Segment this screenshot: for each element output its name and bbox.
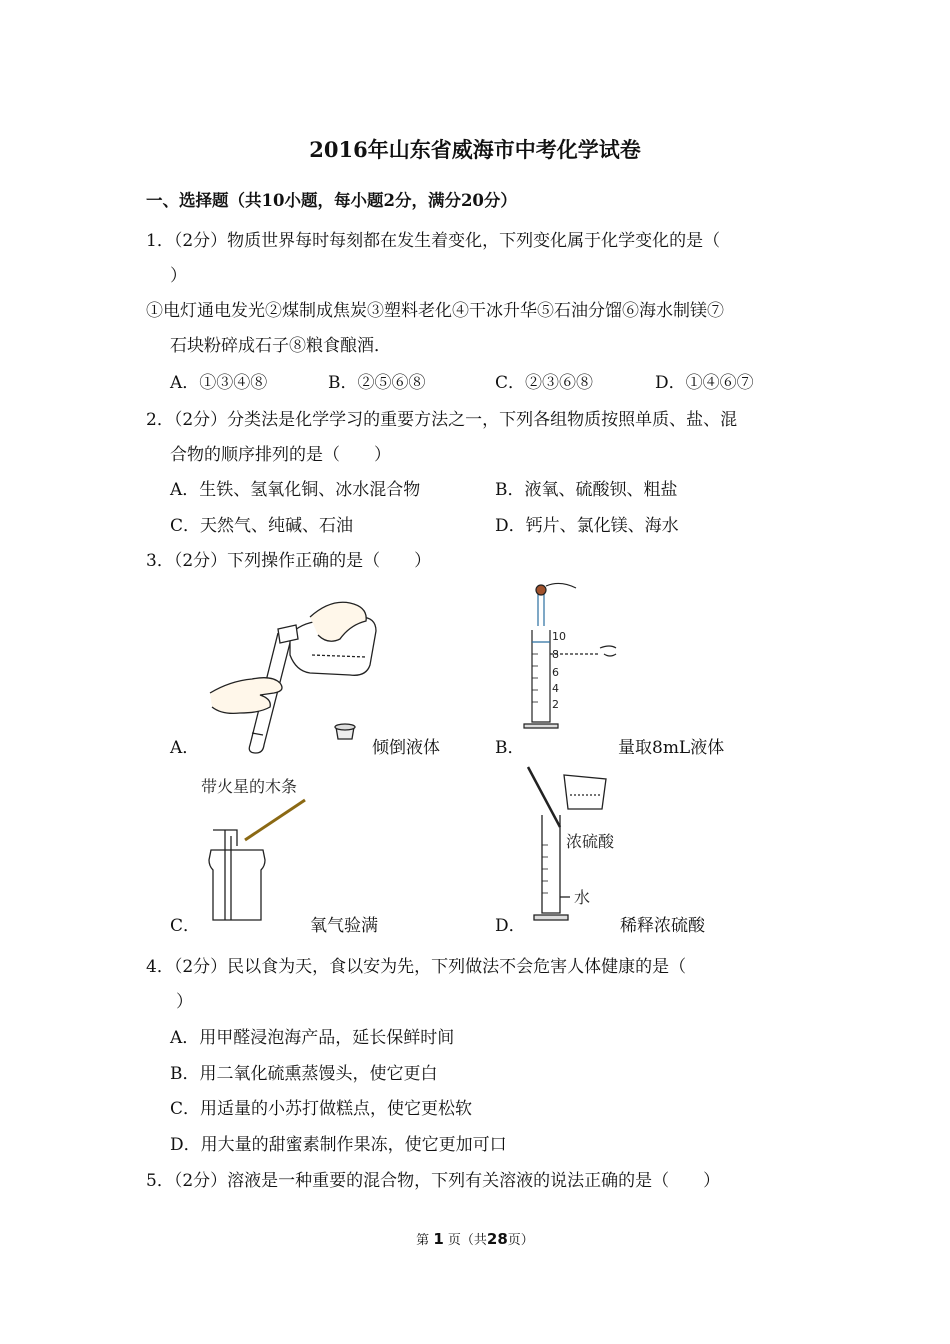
cylinder-icon xyxy=(542,815,560,913)
q5-stem: 5．（2分）溶液是一种重要的混合物，下列有关溶液的说法正确的是（ ） xyxy=(146,1171,721,1191)
q4-stem: 4．（2分）民以食为天，食以安为先，下列做法不会危害人体健康的是（ xyxy=(146,957,687,977)
q4-option-d: D．用大量的甜蜜素制作果冻，使它更加可口 xyxy=(170,1135,507,1155)
q1-option-d: D．①④⑥⑦ xyxy=(655,373,754,393)
q1-option-c: C．②③⑥⑧ xyxy=(495,373,594,393)
figure-dilute-acid xyxy=(520,765,630,925)
beaker-icon xyxy=(564,775,606,809)
glass-rod-icon xyxy=(528,767,560,827)
page-footer xyxy=(0,1229,950,1248)
q3-caption-d: 稀释浓硫酸 xyxy=(620,916,705,936)
page-number: 1 xyxy=(433,1230,444,1248)
q4-option-c: C．用适量的小苏打做糕点，使它更松软 xyxy=(170,1099,473,1119)
total-pages: 28 xyxy=(486,1230,508,1248)
splint-label: 带火星的木条 xyxy=(201,777,298,796)
tick-label: 8 xyxy=(552,648,559,661)
q3-option-a-label: A． xyxy=(170,738,200,758)
q2-option-d: D．钙片、氯化镁、海水 xyxy=(495,516,679,536)
exam-title: 2016年山东省威海市中考化学试卷 xyxy=(309,137,641,162)
q2-stem-line2: 合物的顺序排列的是（ ） xyxy=(170,445,391,465)
q3-caption-c: 氧气验满 xyxy=(310,916,378,936)
q3-option-b-label: B． xyxy=(495,738,525,758)
q4-option-a: A．用甲醛浸泡海产品，延长保鲜时间 xyxy=(170,1028,455,1048)
cylinder-icon xyxy=(532,630,550,722)
tick-label: 10 xyxy=(552,630,566,643)
q1-stem-end: ） xyxy=(170,266,187,286)
q3-option-c-label: C． xyxy=(170,916,201,936)
eye-icon xyxy=(600,646,616,656)
water-label: 水 xyxy=(574,888,591,907)
figure-graduated-cylinder xyxy=(520,582,630,732)
section-heading: 一、选择题（共10小题，每小题2分，满分20分） xyxy=(146,191,517,210)
q2-option-c: C．天然气、纯碱、石油 xyxy=(170,516,354,536)
q3-caption-b: 量取8mL液体 xyxy=(618,738,725,758)
tick-label: 4 xyxy=(552,682,559,695)
figure-oxygen-test xyxy=(195,770,325,925)
q4-stem-end: ） xyxy=(176,992,193,1012)
q3-stem: 3．（2分）下列操作正确的是（ ） xyxy=(146,551,432,571)
q3-option-d-label: D． xyxy=(495,916,526,936)
figure-pouring-liquid xyxy=(200,595,380,755)
q2-option-b: B．液氧、硫酸钡、粗盐 xyxy=(495,480,678,500)
q1-items-line2: 石块粉碎成石子⑧粮食酿酒． xyxy=(170,336,391,356)
q2-stem-line1: 2．（2分）分类法是化学学习的重要方法之一，下列各组物质按照单质、盐、混 xyxy=(146,410,738,430)
tick-label: 2 xyxy=(552,698,559,711)
q1-option-b: B．②⑤⑥⑧ xyxy=(328,373,426,393)
q4-option-b: B．用二氧化硫熏蒸馒头，使它更白 xyxy=(170,1064,438,1084)
acid-label: 浓硫酸 xyxy=(566,832,615,851)
footer-prefix: 第 xyxy=(416,1233,430,1248)
gas-bottle-icon xyxy=(209,850,265,920)
footer-suffix: 页） xyxy=(507,1233,534,1248)
q3-caption-a: 倾倒液体 xyxy=(372,738,440,758)
q2-option-a: A．生铁、氢氧化铜、冰水混合物 xyxy=(170,480,421,500)
footer-middle: 页（共 xyxy=(447,1233,487,1248)
q1-option-a: A．①③④⑧ xyxy=(170,373,268,393)
q1-items-line1: ①电灯通电发光②煤制成焦炭③塑料老化④干冰升华⑤石油分馏⑥海水制镁⑦ xyxy=(146,301,724,321)
q1-stem: 1．（2分）物质世界每时每刻都在发生着变化，下列变化属于化学变化的是（ xyxy=(146,231,721,251)
wooden-splint-icon xyxy=(245,800,305,840)
tick-label: 6 xyxy=(552,666,559,679)
